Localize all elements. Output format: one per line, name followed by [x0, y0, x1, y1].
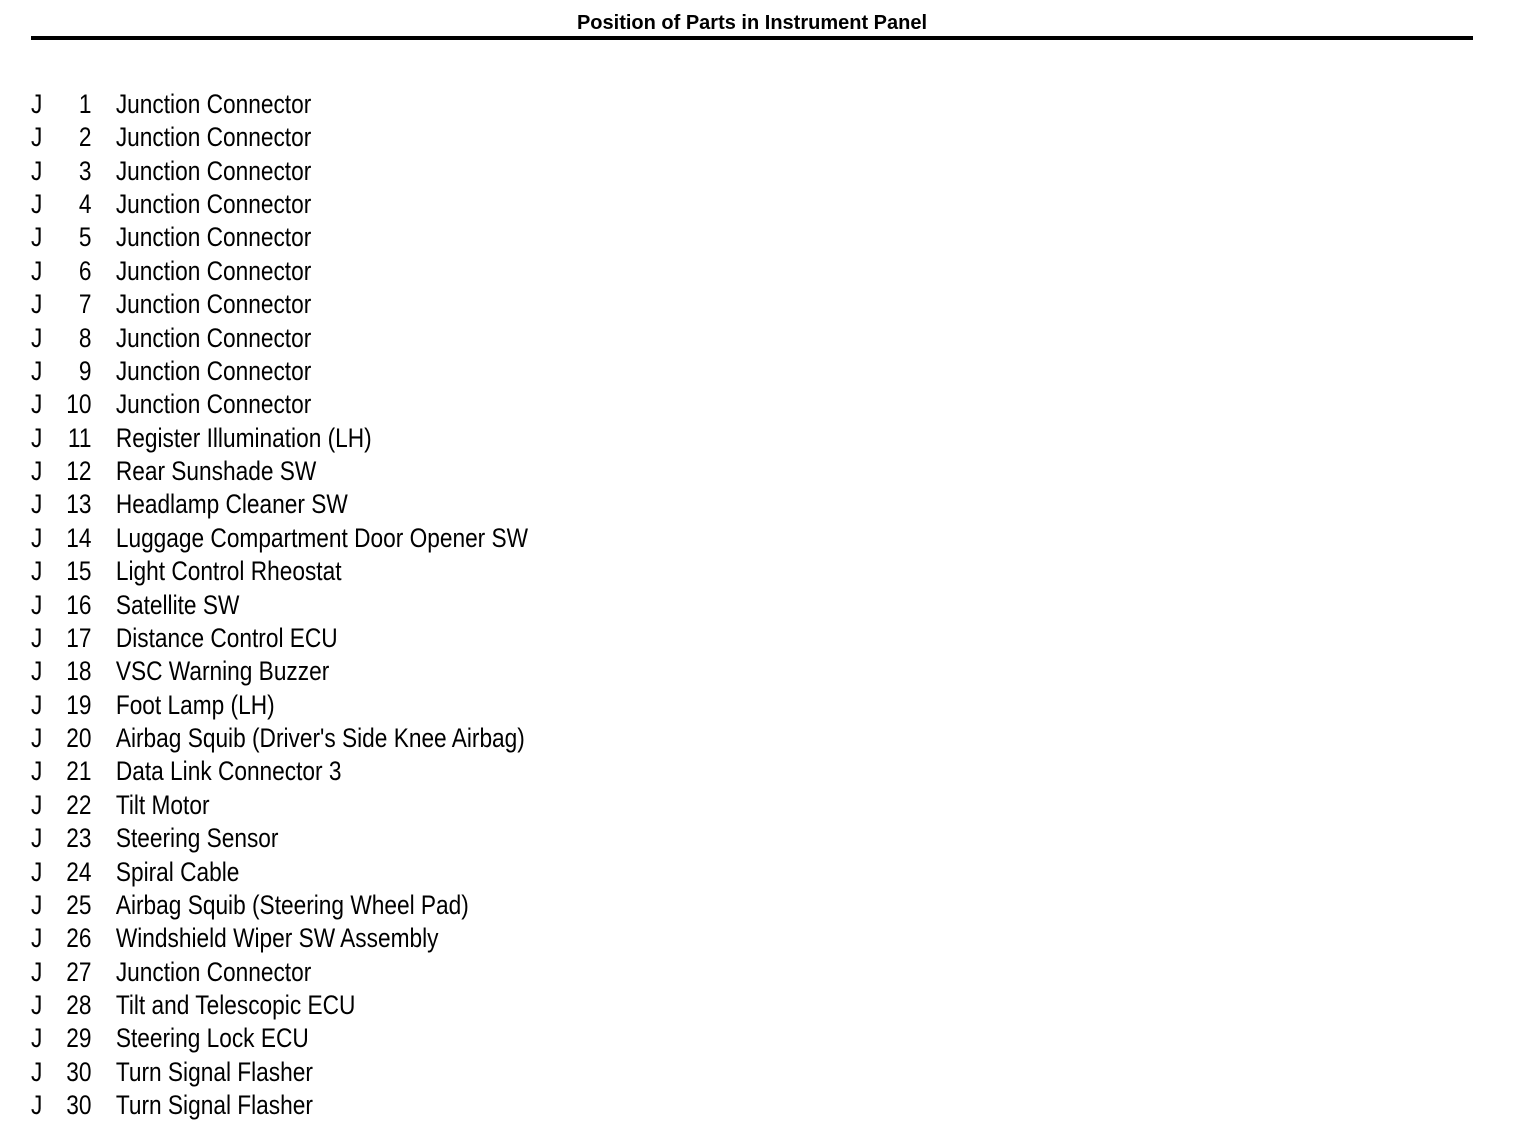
part-number: 22 — [66, 789, 92, 820]
part-name: Satellite SW — [115, 589, 240, 620]
part-name: Rear Sunshade SW — [115, 456, 317, 487]
part-prefix: J — [31, 522, 43, 553]
part-name: Steering Sensor — [115, 823, 279, 854]
part-number: 26 — [66, 923, 92, 954]
part-prefix: J — [31, 222, 43, 253]
part-prefix: J — [31, 889, 43, 920]
part-number: 3 — [78, 155, 92, 186]
part-name: Junction Connector — [115, 89, 312, 119]
part-number: 23 — [66, 823, 92, 854]
part-prefix: J — [31, 823, 43, 854]
part-row — [31, 355, 311, 388]
part-row — [31, 121, 311, 154]
part-row — [31, 88, 311, 121]
part-prefix: J — [31, 622, 43, 653]
part-name: Windshield Wiper SW Assembly — [115, 923, 439, 954]
part-prefix: J — [31, 556, 43, 587]
part-prefix: J — [31, 89, 43, 119]
part-row — [31, 856, 239, 889]
part-number: 18 — [66, 656, 92, 687]
page-title: Position of Parts in Instrument Panel — [576, 12, 928, 34]
part-number: 14 — [66, 522, 92, 553]
part-prefix: J — [31, 656, 43, 687]
part-name: Junction Connector — [115, 355, 312, 386]
part-prefix: J — [31, 689, 43, 720]
part-number: 21 — [66, 756, 92, 787]
part-row — [31, 1089, 313, 1122]
part-number: 4 — [78, 189, 92, 220]
part-prefix: J — [31, 1056, 43, 1087]
part-number: 30 — [66, 1090, 92, 1121]
part-number: 19 — [66, 689, 92, 720]
part-number: 16 — [66, 589, 92, 620]
part-prefix: J — [31, 456, 43, 487]
part-prefix: J — [31, 723, 43, 754]
part-number: 17 — [66, 622, 92, 653]
part-row — [31, 455, 316, 488]
part-prefix: J — [31, 856, 43, 887]
part-row — [31, 255, 311, 288]
part-row — [31, 422, 372, 455]
part-name: Junction Connector — [115, 122, 312, 153]
part-row — [31, 155, 311, 188]
part-prefix: J — [31, 322, 43, 353]
part-prefix: J — [31, 155, 43, 186]
part-name: Airbag Squib (Steering Wheel Pad) — [115, 889, 469, 920]
part-number: 29 — [66, 1023, 92, 1054]
part-row — [31, 622, 338, 655]
part-number: 24 — [66, 856, 92, 887]
part-prefix: J — [31, 923, 43, 954]
part-name: Junction Connector — [115, 155, 312, 186]
part-number: 25 — [66, 889, 92, 920]
part-name: Junction Connector — [115, 322, 312, 353]
part-name: Turn Signal Flasher — [115, 1090, 313, 1121]
part-name: Luggage Compartment Door Opener SW — [115, 522, 529, 553]
part-number: 7 — [78, 289, 92, 320]
part-row — [31, 689, 275, 722]
part-name: Distance Control ECU — [115, 622, 338, 653]
part-number: 6 — [78, 255, 92, 286]
part-name: Junction Connector — [115, 289, 312, 320]
part-prefix: J — [31, 122, 43, 153]
part-row — [31, 589, 239, 622]
part-row — [31, 188, 311, 221]
part-name: Steering Lock ECU — [115, 1023, 309, 1054]
part-row — [31, 288, 311, 321]
part-prefix: J — [31, 789, 43, 820]
part-name: Spiral Cable — [115, 856, 240, 887]
part-prefix: J — [31, 189, 43, 220]
part-number: 2 — [78, 122, 92, 153]
part-name: Tilt Motor — [115, 789, 210, 820]
part-name: Data Link Connector 3 — [115, 756, 342, 787]
part-row — [31, 221, 311, 254]
part-number: 20 — [66, 723, 92, 754]
part-row — [31, 322, 311, 355]
part-number: 10 — [66, 389, 92, 420]
part-prefix: J — [31, 389, 43, 420]
part-name: Turn Signal Flasher — [115, 1056, 313, 1087]
part-prefix: J — [31, 489, 43, 520]
part-prefix: J — [31, 255, 43, 286]
part-number: 28 — [66, 989, 92, 1020]
part-row — [31, 488, 348, 521]
part-name: Junction Connector — [115, 956, 312, 987]
part-row — [31, 922, 438, 955]
part-row — [31, 388, 311, 421]
part-number: 15 — [66, 556, 92, 587]
part-prefix: J — [31, 1090, 43, 1121]
part-name: Headlamp Cleaner SW — [115, 489, 348, 520]
part-name: VSC Warning Buzzer — [115, 656, 330, 687]
part-number: 11 — [67, 422, 92, 453]
part-prefix: J — [31, 355, 43, 386]
part-prefix: J — [31, 956, 43, 987]
part-row — [31, 755, 342, 788]
part-name: Light Control Rheostat — [115, 556, 342, 587]
part-prefix: J — [31, 589, 43, 620]
part-row — [31, 1056, 313, 1089]
part-prefix: J — [31, 422, 43, 453]
part-name: Junction Connector — [115, 255, 312, 286]
part-name: Junction Connector — [115, 222, 312, 253]
part-row — [31, 655, 329, 688]
part-name: Foot Lamp (LH) — [115, 689, 275, 720]
part-row — [31, 722, 525, 755]
part-number: 30 — [66, 1056, 92, 1087]
part-prefix: J — [31, 1023, 43, 1054]
part-name: Junction Connector — [115, 189, 312, 220]
part-number: 5 — [78, 222, 92, 253]
part-number: 12 — [66, 456, 92, 487]
part-name: Airbag Squib (Driver's Side Knee Airbag) — [115, 723, 525, 754]
part-number: 8 — [78, 322, 92, 353]
part-name: Tilt and Telescopic ECU — [115, 989, 356, 1020]
title-divider — [31, 36, 1473, 40]
part-number: 1 — [78, 89, 92, 119]
part-number: 13 — [66, 489, 92, 520]
part-row — [31, 889, 469, 922]
part-name: Register Illumination (LH) — [115, 422, 372, 453]
part-prefix: J — [31, 289, 43, 320]
part-row — [31, 789, 210, 822]
part-row — [31, 822, 278, 855]
part-row — [31, 555, 342, 588]
part-row — [31, 956, 311, 989]
part-row — [31, 1022, 309, 1055]
part-prefix: J — [31, 989, 43, 1020]
part-number: 27 — [66, 956, 92, 987]
part-row — [31, 989, 355, 1022]
part-row — [31, 522, 528, 555]
part-number: 9 — [78, 355, 92, 386]
part-name: Junction Connector — [115, 389, 312, 420]
part-prefix: J — [31, 756, 43, 787]
